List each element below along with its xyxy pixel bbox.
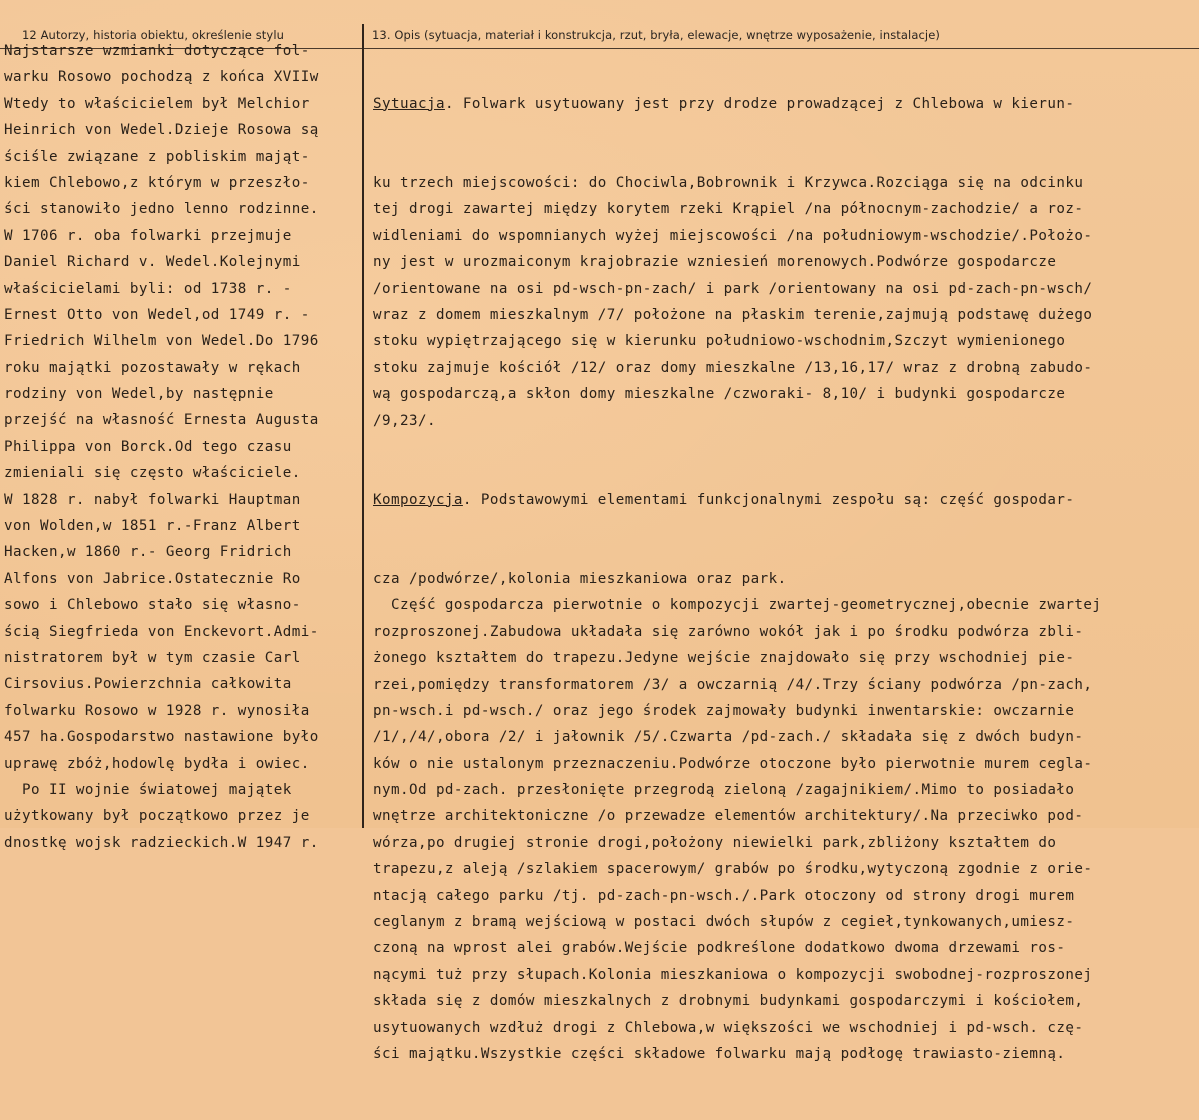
text-line: /orientowane na osi pd-wsch-pn-zach/ i park /orientowany na osi pd-zach-pn-wsch/	[373, 280, 1093, 297]
text-line: Daniel Richard v. Wedel.Kolejnymi	[4, 254, 301, 271]
text-line: Hacken,w 1860 r.- Georg Fridrich	[4, 544, 292, 561]
text-line: kiem Chlebowo,z którym w przeszło-	[4, 174, 310, 191]
text-line: 457 ha.Gospodarstwo nastawione było	[4, 729, 319, 746]
text-line: ku trzech miejscowości: do Chociwla,Bobrownik i Krzywca.Rozciąga się na odcinku	[373, 175, 1084, 192]
column-divider	[362, 24, 364, 828]
text-line: pn-wsch.i pd-wsch./ oraz jego środek zajmowały budynki inwentarskie: owczarnie	[373, 702, 1075, 719]
kompozycja-first-line: Kompozycja. Podstawowymi elementami funkcjonalnymi zespołu są: część gospodar-	[373, 491, 1075, 508]
kompozycja-heading: Kompozycja	[373, 491, 463, 508]
text-line: użytkowany był początkowo przez je	[4, 808, 310, 825]
text-line: Cirsovius.Powierzchnia całkowita	[4, 676, 292, 693]
text-line: ści majątku.Wszystkie części składowe folwarku mają podłogę trawiasto-ziemną.	[373, 1045, 1066, 1062]
text-line: stoku wypiętrzającego się w kierunku południowo-wschodnim,Szczyt wymienionego	[373, 333, 1066, 350]
text-line: przejść na własność Ernesta Augusta	[4, 412, 319, 429]
text-line: tej drogi zawartej między korytem rzeki Krąpiel /na północnym-zachodzie/ a roz-	[373, 201, 1084, 218]
text-line: ny jest w urozmaiconym krajobrazie wzniesień morenowych.Podwórze gospodarcze	[373, 254, 1057, 271]
text-line: Ernest Otto von Wedel,od 1749 r. -	[4, 306, 310, 323]
text-line: Friedrich Wilhelm von Wedel.Do 1796	[4, 333, 319, 350]
text-line: Philippa von Borck.Od tego czasu	[4, 438, 292, 455]
text-line: Po II wojnie światowej majątek	[4, 781, 292, 798]
text-line: nym.Od pd-zach. przesłonięte przegrodą zieloną /zagajnikiem/.Mimo to posiadało	[373, 782, 1075, 799]
description-text-column	[373, 38, 1199, 1120]
text-line: ceglanym z bramą wejściową w postaci dwóch słupów z cegieł,tynkowanych,umiesz-	[373, 914, 1075, 931]
text-line: W 1706 r. oba folwarki przejmuje	[4, 227, 292, 244]
text-line: Heinrich von Wedel.Dzieje Rosowa są	[4, 122, 319, 139]
text-line: cza /podwórze/,kolonia mieszkaniowa oraz park.	[373, 570, 787, 587]
text-line: wnętrze architektoniczne /o przewadze elementów architektury/.Na przeciwko pod-	[373, 808, 1084, 825]
text-line: widleniami do wspomnianych wyżej miejscowości /na południowym-wschodzie/.Położo-	[373, 227, 1093, 244]
text-line: rozproszonej.Zabudowa układała się zarówno wokół jak i po środku podwórza zbli-	[373, 623, 1084, 640]
text-line: ków o nie ustalonym przeznaczeniu.Podwórze otoczone było pierwotnie murem cegla-	[373, 755, 1093, 772]
history-text-column	[4, 38, 362, 856]
sytuacja-heading: Sytuacja	[373, 95, 445, 112]
text-line: ści stanowiło jedno lenno rodzinne.	[4, 201, 319, 218]
text-line: ścią Siegfrieda von Enckevort.Admi-	[4, 623, 319, 640]
text-line: stoku zajmuje kościół /12/ oraz domy mieszkalne /13,16,17/ wraz z drobną zabudo-	[373, 359, 1093, 376]
kompozycja-paragraph	[373, 566, 1199, 1067]
text-line: żonego kształtem do trapezu.Jedyne wejście znajdowało się przy wschodniej pie-	[373, 650, 1075, 667]
text-line: usytuowanych wzdłuż drogi z Chlebowa,w większości we wschodniej i pd-wsch. czę-	[373, 1019, 1084, 1036]
text-line: Najstarsze wzmianki dotyczące fol-	[4, 43, 310, 59]
text-line: /9,23/.	[373, 412, 436, 429]
section-13-header: 13. Opis (sytuacja, materiał i konstrukcja, rzut, bryła, elewacje, wnętrze wyposażenie, instalacje)	[372, 28, 940, 42]
text-line: składa się z domów mieszkalnych z drobnymi budynkami gospodarczymi i kościołem,	[373, 993, 1084, 1010]
text-line: czoną na wprost alei grabów.Wejście podkreślone dodatkowo dwoma drzewami ros-	[373, 940, 1066, 957]
text-line: sowo i Chlebowo stało się własno-	[4, 597, 301, 614]
text-line: nistratorem był w tym czasie Carl	[4, 649, 301, 666]
text-line: ściśle związane z pobliskim mająt-	[4, 148, 310, 165]
text-line: W 1828 r. nabył folwarki Hauptman	[4, 491, 301, 508]
text-line: /1/,/4/,obora /2/ i jałownik /5/.Czwarta /pd-zach./ składała się z dwóch budyn-	[373, 729, 1084, 746]
text-line: Część gospodarcza pierwotnie o kompozycji zwartej-geometrycznej,obecnie zwartej	[373, 597, 1102, 614]
sytuacja-paragraph	[373, 170, 1199, 434]
text-line: nącymi tuż przy słupach.Kolonia mieszkaniowa o kompozycji swobodnej-rozproszonej	[373, 966, 1093, 983]
text-line: właścicielami byli: od 1738 r. -	[4, 280, 292, 297]
text-line: wórza,po drugiej stronie drogi,położony niewielki park,zbliżony kształtem do	[373, 834, 1057, 851]
text-line: trapezu,z aleją /szlakiem spacerowym/ grabów po środku,wytyczoną zgodnie z orie-	[373, 861, 1093, 878]
text-line: wraz z domem mieszkalnym /7/ położone na płaskim terenie,zajmują podstawę dużego	[373, 306, 1093, 323]
text-line: rodziny von Wedel,by następnie	[4, 386, 274, 403]
text-line: warku Rosowo pochodzą z końca XVIIw	[4, 69, 319, 86]
text-line: wą gospodarczą,a skłon domy mieszkalne /czworaki- 8,10/ i budynki gospodarcze	[373, 386, 1066, 403]
sytuacja-first-line: Sytuacja. Folwark usytuowany jest przy drodze prowadzącej z Chlebowa w kierun-	[373, 95, 1075, 112]
text-line: Wtedy to właścicielem był Melchior	[4, 95, 310, 112]
text-line: ntacją całego parku /tj. pd-zach-pn-wsch./.Park otoczony od strony drogi murem	[373, 887, 1075, 904]
text-line: zmieniali się często właściciele.	[4, 465, 301, 482]
text-line: roku majątki pozostawały w rękach	[4, 359, 301, 376]
text-line: von Wolden,w 1851 r.-Franz Albert	[4, 518, 301, 535]
text-line: dnostkę wojsk radzieckich.W 1947 r.	[4, 834, 319, 851]
text-line: Alfons von Jabrice.Ostatecznie Ro	[4, 570, 301, 587]
text-line: rzei,pomiędzy transformatorem /3/ a owczarnią /4/.Trzy ściany podwórza /pn-zach,	[373, 676, 1093, 693]
text-line: folwarku Rosowo w 1928 r. wynosiła	[4, 702, 310, 719]
section-12-header: 12 Autorzy, historia obiektu, określenie stylu	[22, 28, 285, 42]
text-line: uprawę zbóż,hodowlę bydła i owiec.	[4, 755, 310, 772]
